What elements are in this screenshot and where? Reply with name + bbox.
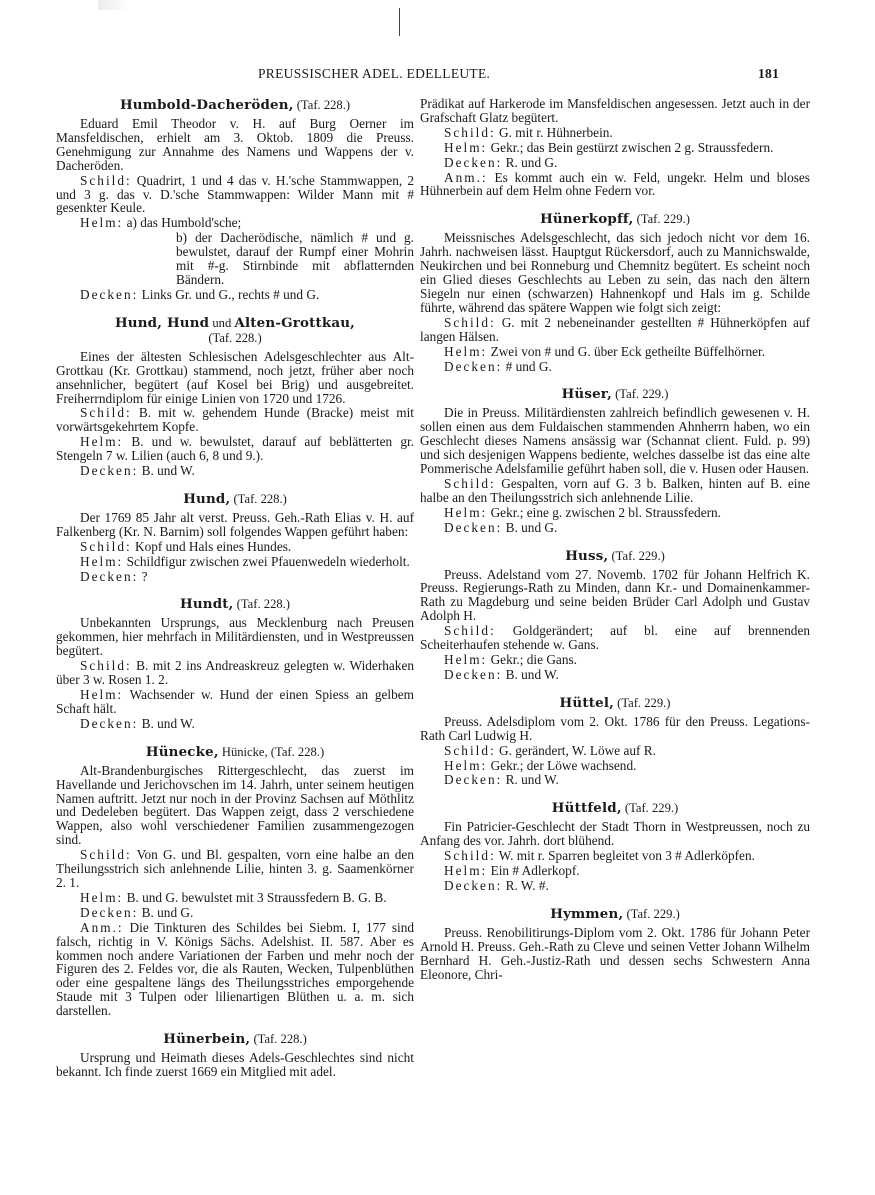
entry: [56, 316, 414, 478]
heading-note: (Taf. 229.): [621, 801, 679, 816]
paragraph-text: Preuss. Adelstand vom 27. Novemb. 1702 für Johann Helfrich K. Preuss. Regierungs-Rath zu Minden, dann Kr.- und Domainenkammer-Rath zu Magdeburg und seine beiden Brüder Carl Adolph und Gustav Adolph H.: [420, 566, 810, 624]
paragraph-text: Gespalten, vorn auf G. 3 b. Balken, hinten auf B. eine halbe an den Theilungsstrich sich anlehnende Lilie.: [420, 475, 810, 505]
entry-paragraph: [56, 511, 414, 539]
blazon-line: [56, 891, 414, 905]
blazon-label: Anm.:: [444, 169, 488, 185]
paragraph-text: Unbekannten Ursprungs, aus Mecklenburg nach Preusen gekommen, hier mehrfach in Militärdiensten, und in Westpreussen begütert.: [56, 615, 414, 659]
paragraph-text: Gekr.; das Bein gestürzt zwischen 2 g. Straussfedern.: [487, 139, 774, 155]
paragraph-text: B. und w. bewulstet, darauf auf beblätterten gr. Stengeln 7 w. Lilien (auch 6, 8 und 9.).: [56, 434, 414, 464]
entry: [420, 97, 810, 198]
family-name: Hymmen,: [550, 905, 624, 922]
paragraph-text: Der 1769 85 Jahr alt verst. Preuss. Geh.-Rath Elias v. H. auf Falkenberg (Kr. N. Barnim) soll folgendes Wappen geführt haben:: [56, 509, 414, 539]
paragraph-text: B. und G.: [138, 904, 194, 920]
blazon-line: [56, 435, 414, 463]
paragraph-text: Ursprung und Heimath dieses Adels-Geschlechtes sind nicht bekannt. Ich finde zuerst 1669 ein Mitglied mit adel.: [56, 1050, 414, 1079]
family-name: Hund, Hund: [114, 314, 210, 331]
entry-paragraph: [56, 231, 414, 287]
paragraph-text: # und G.: [502, 358, 552, 374]
paragraph-text: Die in Preuss. Militärdiensten zahlreich befindlich gewesenen v. H. sollen einen aus dem Fuldaischen stammenden Ahnherrn haben, wo ein Geschlecht dieses Namens ansässig war (Schannat client. Fuld. p. 99) und sich desjenigen Wappens bediente, welches dasselbe ist das eine alte Pommerische Adelsfamilie geführt haben soll, die v. Husen oder Hausen.: [420, 405, 810, 477]
blazon-line: [420, 744, 810, 758]
paragraph-text: Zwei von # und G. über Eck getheilte Büffelhörner.: [487, 343, 766, 359]
blazon-line: [420, 506, 810, 520]
paragraph-text: R. W. #.: [502, 877, 549, 893]
entry-paragraph: [420, 568, 810, 624]
family-name: Alten-Grottkau,: [234, 314, 356, 331]
entry-heading: [420, 801, 810, 816]
blazon-line: [420, 156, 810, 170]
entry: [56, 745, 414, 1018]
blazon-label: Schild:: [80, 538, 132, 554]
entry: [420, 696, 810, 788]
blazon-label: Decken:: [444, 772, 503, 788]
blazon-line: [56, 906, 414, 920]
entry-heading: [56, 1032, 414, 1047]
entry-heading: [420, 907, 810, 922]
family-name: Humbold-Dacheröden,: [119, 97, 294, 113]
paragraph-text: B. und W.: [138, 463, 195, 479]
blazon-line: [420, 141, 810, 155]
heading-note: (Taf. 229.): [633, 212, 690, 227]
entry-paragraph: [56, 350, 414, 406]
blazon-label: Helm:: [80, 889, 124, 905]
heading-note: (Taf. 228.): [230, 491, 287, 506]
blazon-label: Helm:: [80, 687, 124, 702]
entry-paragraph: [420, 406, 810, 476]
entry: [56, 98, 414, 302]
blazon-line: [56, 406, 414, 434]
blazon-line: [420, 345, 810, 359]
running-title: PREUSSISCHER ADEL. EDELLEUTE.: [258, 66, 491, 81]
entry-heading: [56, 597, 414, 612]
paragraph-text: G. mit 2 nebeneinander gestellten # Hühnerköpfen auf langen Hälsen.: [420, 314, 810, 344]
entry: [420, 549, 810, 682]
blazon-label: Helm:: [80, 215, 124, 231]
blazon-line: [56, 174, 414, 216]
blazon-label: Schild:: [444, 848, 496, 864]
paragraph-text: G. gerändert, W. Löwe auf R.: [495, 742, 656, 758]
blazon-line: [420, 316, 810, 344]
paragraph-text: ?: [138, 568, 148, 584]
paragraph-text: Eines der ältesten Schlesischen Adelsgeschlechter aus Alt-Grottkau (Kr. Grottkau) stammend, noch jetzt, früher aber noch ansehnlicher, begütert (auf Kosel bei Brig) und ausgebreitet. Freiherrndiplom für einige Linien von 1720 und 1726.: [56, 348, 414, 406]
entry-paragraph: [420, 820, 810, 848]
blazon-label: Decken:: [80, 286, 139, 302]
blazon-line: [420, 360, 810, 374]
family-name: Hünecke,: [145, 743, 219, 760]
paragraph-text: Fin Patricier-Geschlecht der Stadt Thorn in Westpreussen, noch zu Anfang des vor. Jahrh. dort blühend.: [420, 819, 810, 849]
entry-heading: [56, 316, 414, 346]
blazon-line: [56, 288, 414, 302]
paragraph-text: B. und G. bewulstet mit 3 Straussfedern B. G. B.: [123, 889, 387, 905]
running-head: [0, 66, 875, 84]
heading-note: (Taf. 228.): [208, 330, 262, 345]
blazon-label: Schild:: [444, 623, 496, 639]
blazon-label: Schild:: [80, 172, 132, 188]
blazon-label: Decken:: [444, 358, 503, 374]
blazon-label: Helm:: [80, 553, 124, 569]
paragraph-text: B. und W.: [502, 666, 559, 682]
blazon-line: [420, 879, 810, 893]
paragraph-text: Wachsender w. Hund der einen Spiess an gelbem Schaft hält.: [56, 687, 414, 716]
blazon-label: Schild:: [444, 742, 496, 758]
paragraph-text: Links Gr. und G., rechts # und G.: [138, 286, 320, 302]
family-name: Hundt,: [179, 596, 234, 613]
entry-paragraph: [56, 764, 414, 847]
paragraph-text: Ein # Adlerkopf.: [487, 863, 580, 879]
blazon-line: [56, 216, 414, 230]
heading-note: und: [209, 315, 235, 330]
paragraph-text: Gekr.; eine g. zwischen 2 bl. Straussfedern.: [487, 504, 721, 520]
paragraph-text: Schildfigur zwischen zwei Pfauenwedeln wiederholt.: [123, 553, 410, 569]
heading-note: Hünicke, (Taf. 228.): [218, 744, 325, 759]
entry-heading: [420, 549, 810, 564]
blazon-label: Schild:: [444, 314, 496, 330]
paragraph-text: Prädikat auf Harkerode im Mansfeldischen angesessen. Jetzt auch in der Grafschaft Glatz begütert.: [420, 96, 810, 125]
family-name: Hund,: [183, 490, 231, 507]
paragraph-text: W. mit r. Sparren begleitet von 3 # Adlerköpfen.: [495, 848, 755, 864]
blazon-label: Helm:: [80, 434, 124, 450]
page-number: 181: [758, 66, 780, 81]
paragraph-text: B. und G.: [502, 519, 558, 535]
blazon-label: Helm:: [444, 652, 488, 667]
left-column: [56, 98, 414, 1093]
family-name: Hüttel,: [559, 694, 614, 711]
blazon-label: Helm:: [444, 757, 488, 773]
scan-mark: [399, 8, 400, 36]
entry-paragraph: [56, 117, 414, 173]
blazon-line: [56, 540, 414, 554]
blazon-line: [56, 659, 414, 687]
blazon-line: [56, 570, 414, 584]
blazon-line: [420, 171, 810, 199]
paragraph-text: Preuss. Adelsdiplom vom 2. Okt. 1786 für den Preuss. Legations-Rath Carl Ludwig H.: [420, 713, 810, 743]
entry-heading: [420, 387, 810, 402]
entry-heading: [420, 696, 810, 711]
paragraph-text: B. und W.: [138, 715, 195, 731]
blazon-label: Helm:: [444, 139, 488, 155]
paragraph-text: B. mit 2 ins Andreaskreuz gelegten w. Widerhaken über 3 w. Rosen 1. 2.: [56, 658, 414, 688]
blazon-line: [56, 921, 414, 1018]
paragraph-text: Die Tinkturen des Schildes bei Siebm. I, 177 sind falsch, richtig in V. Königs Sächs. Adelshist. II. 587. Aber es kommen noch andere Variationen der Farben und mehr noch der Figuren des 2. Feldes vor, die als Rauten, Wecken, Tulpenblüthen oder eine gespaltene längs des Theilungsstriches emporgehende Staude mit 3 Tulpen oder lilienartigen Blüthen u. a. m. sich darstellen.: [56, 919, 414, 1019]
blazon-label: Decken:: [444, 877, 503, 893]
blazon-line: [56, 464, 414, 478]
blazon-label: Helm:: [444, 343, 488, 359]
blazon-line: [420, 864, 810, 878]
blazon-line: [420, 849, 810, 863]
entry: [420, 212, 810, 373]
heading-note: (Taf. 228.): [233, 597, 290, 612]
paragraph-text: R. und W.: [502, 772, 559, 788]
heading-note: (Taf. 229.): [623, 906, 680, 921]
paragraph-text: Preuss. Renobilitirungs-Diplom vom 2. Okt. 1786 für Johann Peter Arnold H. Preuss. Geh.-Rath zu Cleve und seinen Vetter Johann Wilhelm Bernhard H. Geh.-Justiz-Rath und dessen sechs Schwestern Anna Eleonore, Chri-: [420, 924, 810, 982]
entry: [420, 387, 810, 534]
paragraph-text: a) das Humbold'sche;: [123, 215, 242, 231]
blazon-line: [420, 126, 810, 140]
heading-note: (Taf. 229.): [613, 695, 671, 710]
family-name: Hüttfeld,: [551, 800, 622, 817]
entry: [56, 1032, 414, 1079]
entry-paragraph: [56, 1051, 414, 1079]
blazon-line: [420, 668, 810, 682]
blazon-line: [420, 773, 810, 787]
paragraph-text: Es kommt auch ein w. Feld, ungekr. Helm und bloses Hühnerbein auf dem Helm ohne Federn vor.: [420, 169, 810, 199]
blazon-label: Decken:: [444, 154, 503, 170]
blazon-line: [56, 688, 414, 716]
blazon-line: [420, 759, 810, 773]
entry-heading: [56, 745, 414, 760]
entry: [420, 801, 810, 893]
entry: [56, 597, 414, 730]
entry: [56, 492, 414, 584]
entry: [420, 907, 810, 982]
heading-note: (Taf. 229.): [611, 387, 669, 402]
paragraph-text: Gekr.; die Gans.: [487, 652, 577, 667]
paragraph-text: Meissnisches Adelsgeschlecht, das sich jedoch nicht vor dem 16. Jahrh. nachweisen lässt. Hauptgut Rückersdorf, auch zu Mannichswalde, Neukirchen und bei Ronneburg und Chemnitz begütert. Es scheint noch ein Glied dieses Geschlechts au Leben zu sein, das nach den ältern Siegeln nur einen (schwarzen) Hahnenkopf und Hals im g. Schilde führte, während das spätere Wappen wie folgt sich zeigt:: [420, 230, 810, 315]
paragraph-text: Goldgerändert; auf bl. eine auf brennenden Scheiterhaufen stehende w. Gans.: [420, 623, 810, 653]
paragraph-text: Quadrirt, 1 und 4 das v. H.'sche Stammwappen, 2 und 3 g. das v. D.'sche Stammwappen: Wilder Mann mit # gesenkter Keule.: [56, 172, 414, 216]
blazon-label: Schild:: [80, 847, 132, 863]
entry-heading: [56, 98, 414, 113]
paragraph-text: Eduard Emil Theodor v. H. auf Burg Oerner im Mansfeldischen, erhielt am 3. Oktob. 1809 die Preuss. Genehmigung zur Annahme des Namens und Wappens der v. Dacheröden.: [56, 116, 414, 173]
paragraph-text: G. mit r. Hühnerbein.: [495, 124, 613, 140]
blazon-label: Decken:: [80, 568, 139, 584]
heading-note: (Taf. 229.): [608, 548, 665, 563]
blazon-line: [420, 624, 810, 652]
family-name: Hünerkopff,: [540, 211, 634, 228]
heading-note: (Taf. 228.): [293, 98, 351, 112]
paragraph-text: R. und G.: [502, 154, 558, 170]
blazon-label: Decken:: [444, 519, 503, 535]
blazon-label: Decken:: [80, 715, 139, 731]
blazon-line: [420, 653, 810, 667]
paragraph-text: B. mit w. gehendem Hunde (Bracke) meist mit vorwärtsgekehrtem Kopfe.: [56, 405, 414, 435]
entry-paragraph: [420, 926, 810, 982]
blazon-label: Decken:: [80, 904, 139, 920]
blazon-label: Schild:: [80, 658, 132, 674]
paragraph-text: Gekr.; der Löwe wachsend.: [487, 757, 637, 773]
blazon-label: Schild:: [80, 405, 132, 421]
heading-note: (Taf. 228.): [250, 1032, 307, 1047]
scan-smudge: [98, 0, 128, 10]
blazon-line: [56, 717, 414, 731]
blazon-label: Helm:: [444, 504, 488, 520]
blazon-label: Anm.:: [80, 919, 124, 935]
blazon-line: [56, 848, 414, 890]
right-column: [420, 97, 810, 996]
entry-heading: [56, 492, 414, 507]
entry-heading: [420, 212, 810, 227]
blazon-label: Decken:: [444, 666, 503, 682]
blazon-label: Schild:: [444, 124, 496, 140]
entry-paragraph: [420, 97, 810, 125]
entry-paragraph: [420, 231, 810, 314]
family-name: Hünerbein,: [163, 1031, 251, 1048]
paragraph-text: Von G. und Bl. gespalten, vorn eine halbe an den Theilungsstrich sich anlehnende Lilie, hinten 3. g. Saamenkörner 2. 1.: [56, 847, 414, 890]
blazon-label: Schild:: [444, 475, 496, 491]
blazon-line: [56, 555, 414, 569]
paragraph-text: b) der Dacherödische, nämlich # und g. bewulstet, darauf der Rumpf einer Mohrin mit #-g. Stirnbinde mit abflatternden Bändern.: [176, 230, 414, 287]
blazon-label: Decken:: [80, 463, 139, 479]
blazon-line: [420, 521, 810, 535]
paragraph-text: Alt-Brandenburgisches Rittergeschlecht, das zuerst im Havellande und Jerichovschen im 14. Jahrh, unter seinem heutigen Namen auftritt. Jetzt nur noch in der Provinz Sachsen auf Möthlitz und Dedeleben begütert. Das Wappen zeigt, dass 2 verschiedene Wappen, also wohl verschiedener Familien zusammengezogen sind.: [56, 762, 414, 848]
family-name: Huss,: [565, 547, 609, 564]
paragraph-text: Kopf und Hals eines Hundes.: [131, 538, 292, 554]
blazon-label: Helm:: [444, 863, 488, 879]
entry-paragraph: [420, 715, 810, 743]
entry-paragraph: [56, 616, 414, 658]
blazon-line: [420, 477, 810, 505]
family-name: Hüser,: [561, 386, 612, 403]
